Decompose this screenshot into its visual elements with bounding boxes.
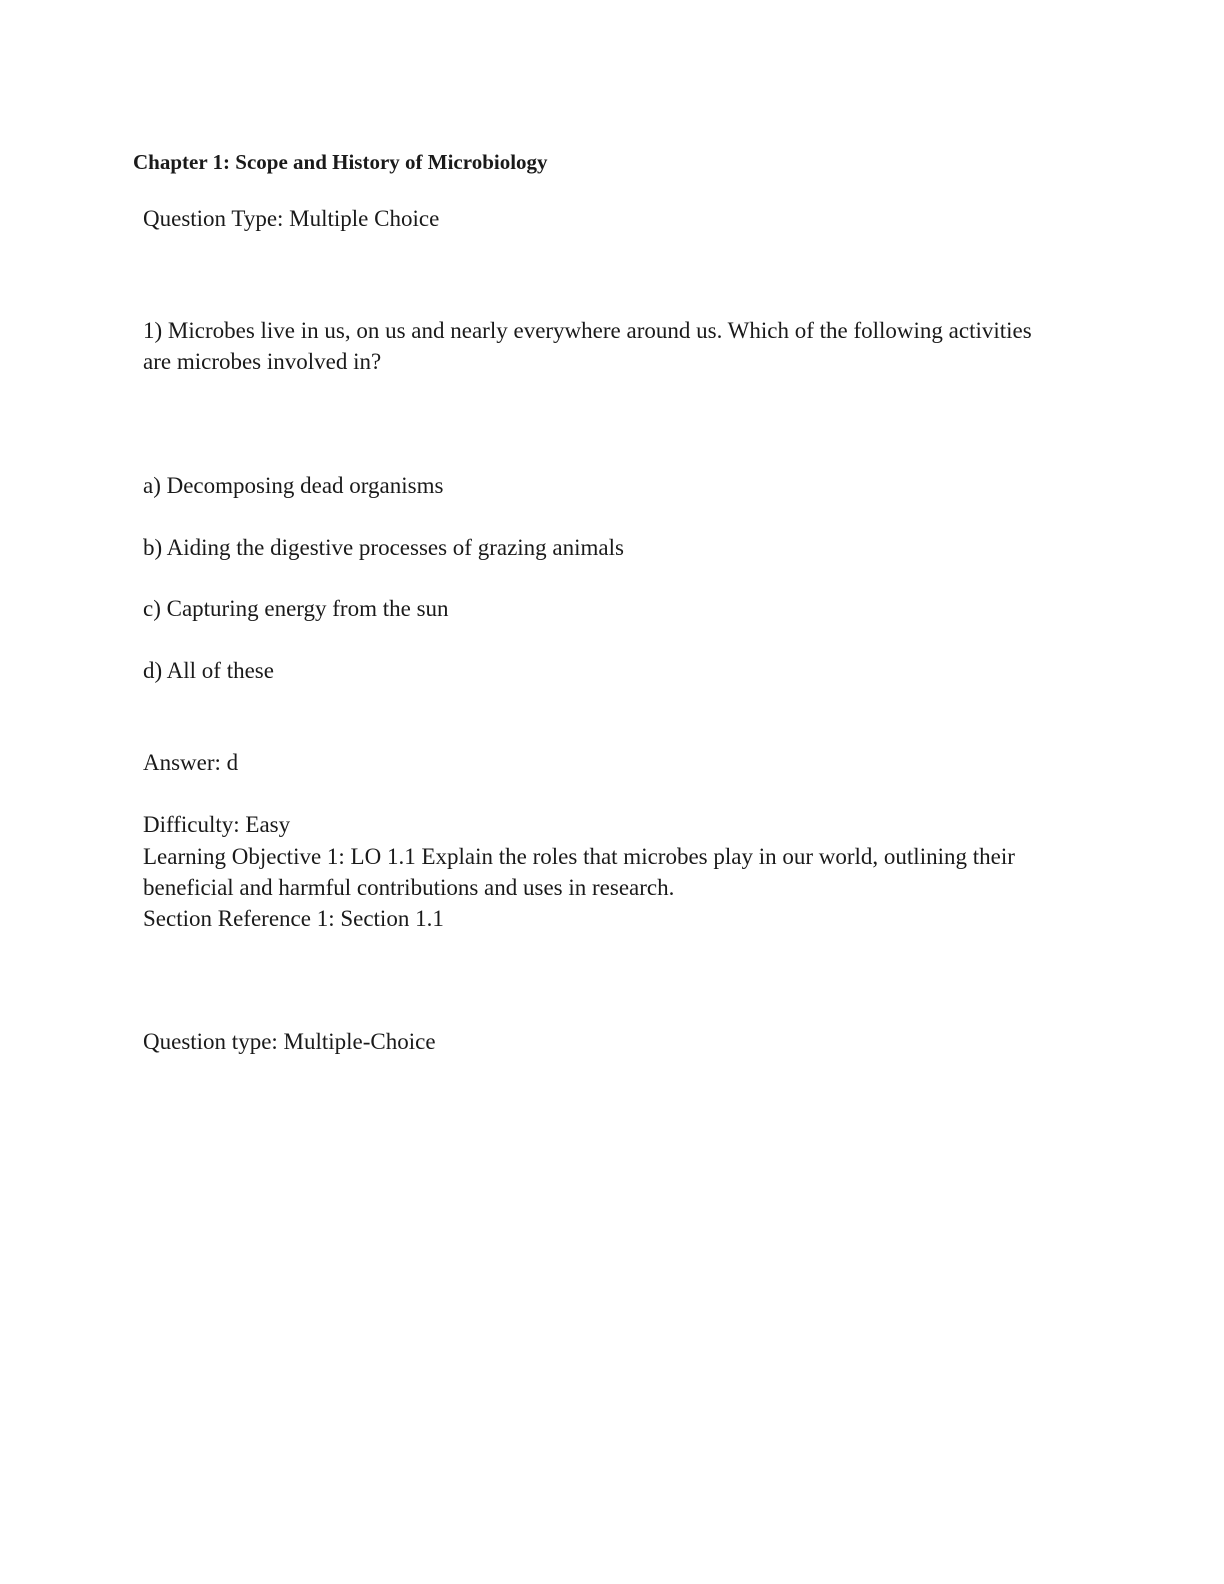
- question-type-label: Question Type: Multiple Choice: [143, 206, 440, 231]
- option-a: a) Decomposing dead organisms: [143, 473, 444, 498]
- option-b: b) Aiding the digestive processes of grazing animals: [143, 535, 624, 560]
- next-question-type-label: Question type: Multiple-Choice: [143, 1029, 436, 1054]
- option-c: c) Capturing energy from the sun: [143, 596, 449, 621]
- learning-objective-line-1: Learning Objective 1: LO 1.1 Explain the roles that microbes play in our world, outlining their: [143, 844, 1015, 869]
- question-text-line-1: 1) Microbes live in us, on us and nearly everywhere around us. Which of the following activities: [143, 318, 1032, 343]
- option-d: d) All of these: [143, 658, 274, 683]
- question-text-line-2: are microbes involved in?: [143, 349, 382, 374]
- answer-line: Answer: d: [143, 750, 239, 775]
- difficulty-line: Difficulty: Easy: [143, 812, 291, 837]
- section-reference-line: Section Reference 1: Section 1.1: [143, 906, 444, 931]
- chapter-title: Chapter 1: Scope and History of Microbiology: [133, 150, 548, 174]
- learning-objective-line-2: beneficial and harmful contributions and uses in research.: [143, 875, 675, 900]
